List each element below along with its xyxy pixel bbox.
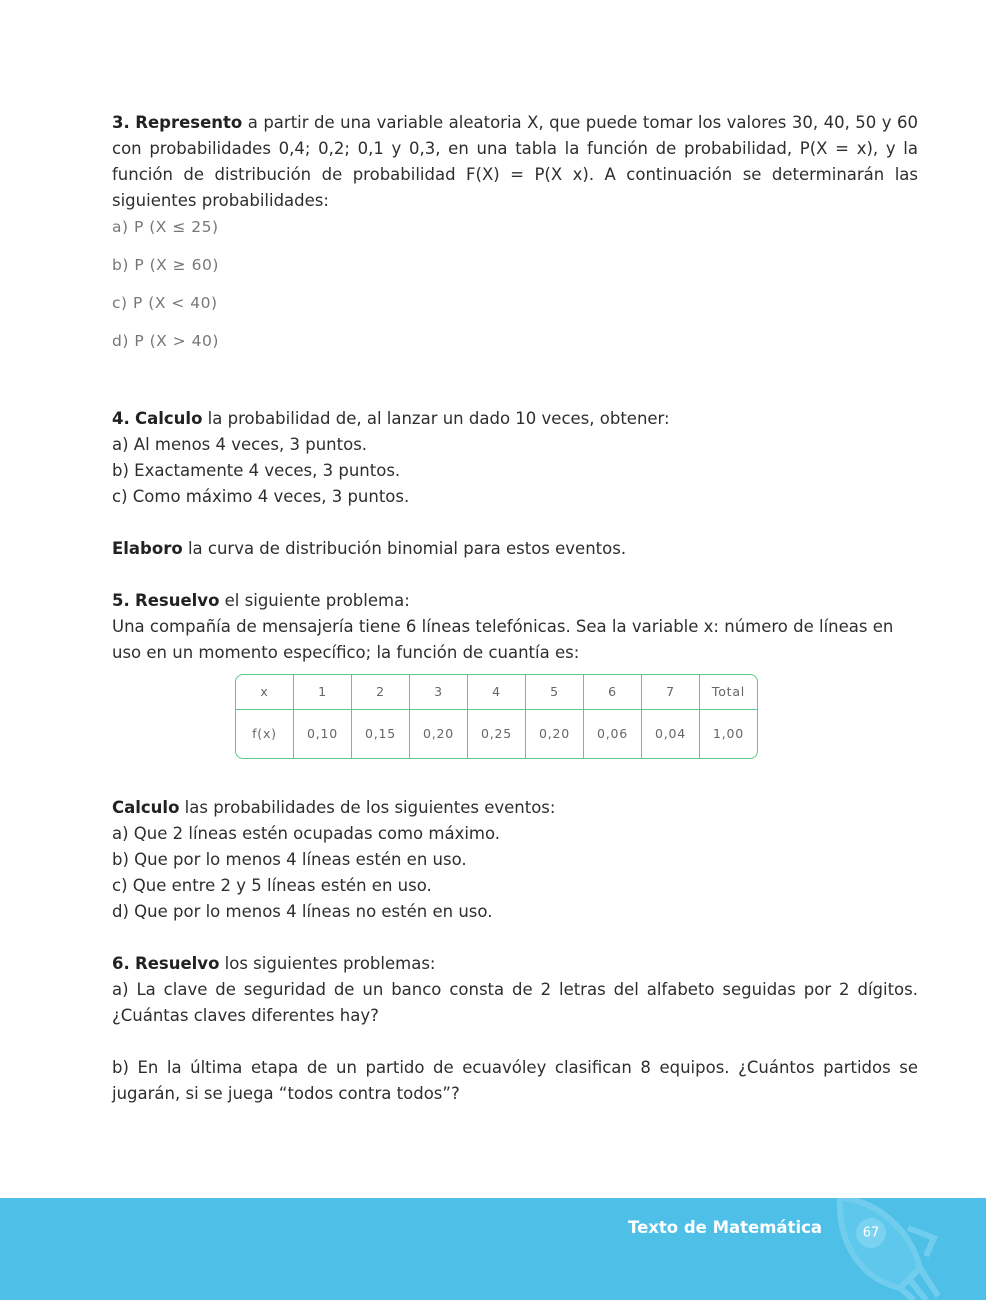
q3-statement	[112, 110, 918, 214]
table-cell: 0,20	[410, 710, 468, 758]
q5-calc-verb: Calculo	[112, 798, 180, 817]
q3-text: a partir de una variable aleatoria X, que puede tomar los valores 30, 40, 50 y 60 con probabilidades 0,4; 0,2; 0,1 y 0,3, en una tabla la función de probabilidad, P(X = x), y la función de distribución de probabilidad F(X) = P(X x). A continuación se determinarán las siguientes probabilidades:	[112, 113, 919, 210]
q3-item-c: c) P (X < 40)	[112, 294, 218, 312]
q6-number: 6.	[112, 954, 130, 973]
table-cell: 0,25	[468, 710, 526, 758]
table-cell: f(x)	[236, 710, 294, 758]
rocket-icon	[830, 1198, 986, 1300]
q3-item-b: b) P (X ≥ 60)	[112, 256, 219, 274]
book-title: Texto de Matemática	[628, 1218, 823, 1237]
table-cell: 0,10	[294, 710, 352, 758]
q5-calculo	[112, 795, 918, 821]
table-cell: 1	[294, 675, 352, 710]
q4-elaboro-text: la curva de distribución binomial para estos eventos.	[187, 539, 627, 558]
table-cell: 3	[410, 675, 468, 710]
q6-statement	[112, 951, 918, 977]
table-row-fx	[236, 710, 757, 758]
table-row-x	[236, 675, 757, 710]
table-cell: Total	[700, 675, 757, 710]
q5-statement	[112, 588, 918, 614]
q4-verb: Calculo	[135, 409, 203, 428]
cuantia-table	[235, 674, 758, 759]
q5-number: 5.	[112, 591, 130, 610]
page-number: 67	[862, 1225, 880, 1241]
table-cell: 0,06	[584, 710, 642, 758]
q5-calc-text: las probabilidades de los siguientes eventos:	[184, 798, 556, 817]
page-content	[112, 110, 918, 1107]
q5-paragraph: Una compañía de mensajería tiene 6 líneas telefónicas. Sea la variable x: número de líneas en uso en un momento específico; la función de cuantía es:	[112, 617, 894, 662]
q3-item-a: a) P (X ≤ 25)	[112, 218, 219, 236]
q5-item-b: b) Que por lo menos 4 líneas estén en uso.	[112, 850, 467, 869]
q5-item-a: a) Que 2 líneas estén ocupadas como máximo.	[112, 824, 501, 843]
q4-item-b: b) Exactamente 4 veces, 3 puntos.	[112, 461, 401, 480]
q4-item-a: a) Al menos 4 veces, 3 puntos.	[112, 435, 368, 454]
q4-statement	[112, 406, 918, 432]
q3-number: 3.	[112, 113, 130, 132]
q6-verb: Resuelvo	[135, 954, 220, 973]
q5-item-d: d) Que por lo menos 4 líneas no estén en uso.	[112, 902, 493, 921]
table-cell: 7	[642, 675, 700, 710]
q4-elaboro	[112, 536, 918, 562]
table-cell: 0,20	[526, 710, 584, 758]
page-footer	[0, 1198, 986, 1300]
q3-verb: Represento	[135, 113, 243, 132]
q6-item-a: a) La clave de seguridad de un banco consta de 2 letras del alfabeto seguidas por 2 dígitos. ¿Cuántas claves diferentes hay?	[112, 980, 918, 1025]
q4-number: 4.	[112, 409, 130, 428]
q4-elaboro-verb: Elaboro	[112, 539, 183, 558]
table-cell: 6	[584, 675, 642, 710]
table-cell: 2	[352, 675, 410, 710]
table-cell: 0,15	[352, 710, 410, 758]
q6-text: los siguientes problemas:	[224, 954, 436, 973]
q4-item-c: c) Como máximo 4 veces, 3 puntos.	[112, 487, 410, 506]
q4-text: la probabilidad de, al lanzar un dado 10 veces, obtener:	[207, 409, 670, 428]
q3-item-d: d) P (X > 40)	[112, 332, 219, 350]
q5-text: el siguiente problema:	[224, 591, 410, 610]
q5-item-c: c) Que entre 2 y 5 líneas estén en uso.	[112, 876, 432, 895]
table-cell: 5	[526, 675, 584, 710]
q5-verb: Resuelvo	[135, 591, 220, 610]
table-cell: x	[236, 675, 294, 710]
q6-item-b: b) En la última etapa de un partido de ecuavóley clasifican 8 equipos. ¿Cuántos partidos se jugarán, si se juega “todos contra todos”?	[112, 1058, 918, 1103]
table-cell: 0,04	[642, 710, 700, 758]
table-cell: 4	[468, 675, 526, 710]
table-cell: 1,00	[712, 726, 745, 741]
